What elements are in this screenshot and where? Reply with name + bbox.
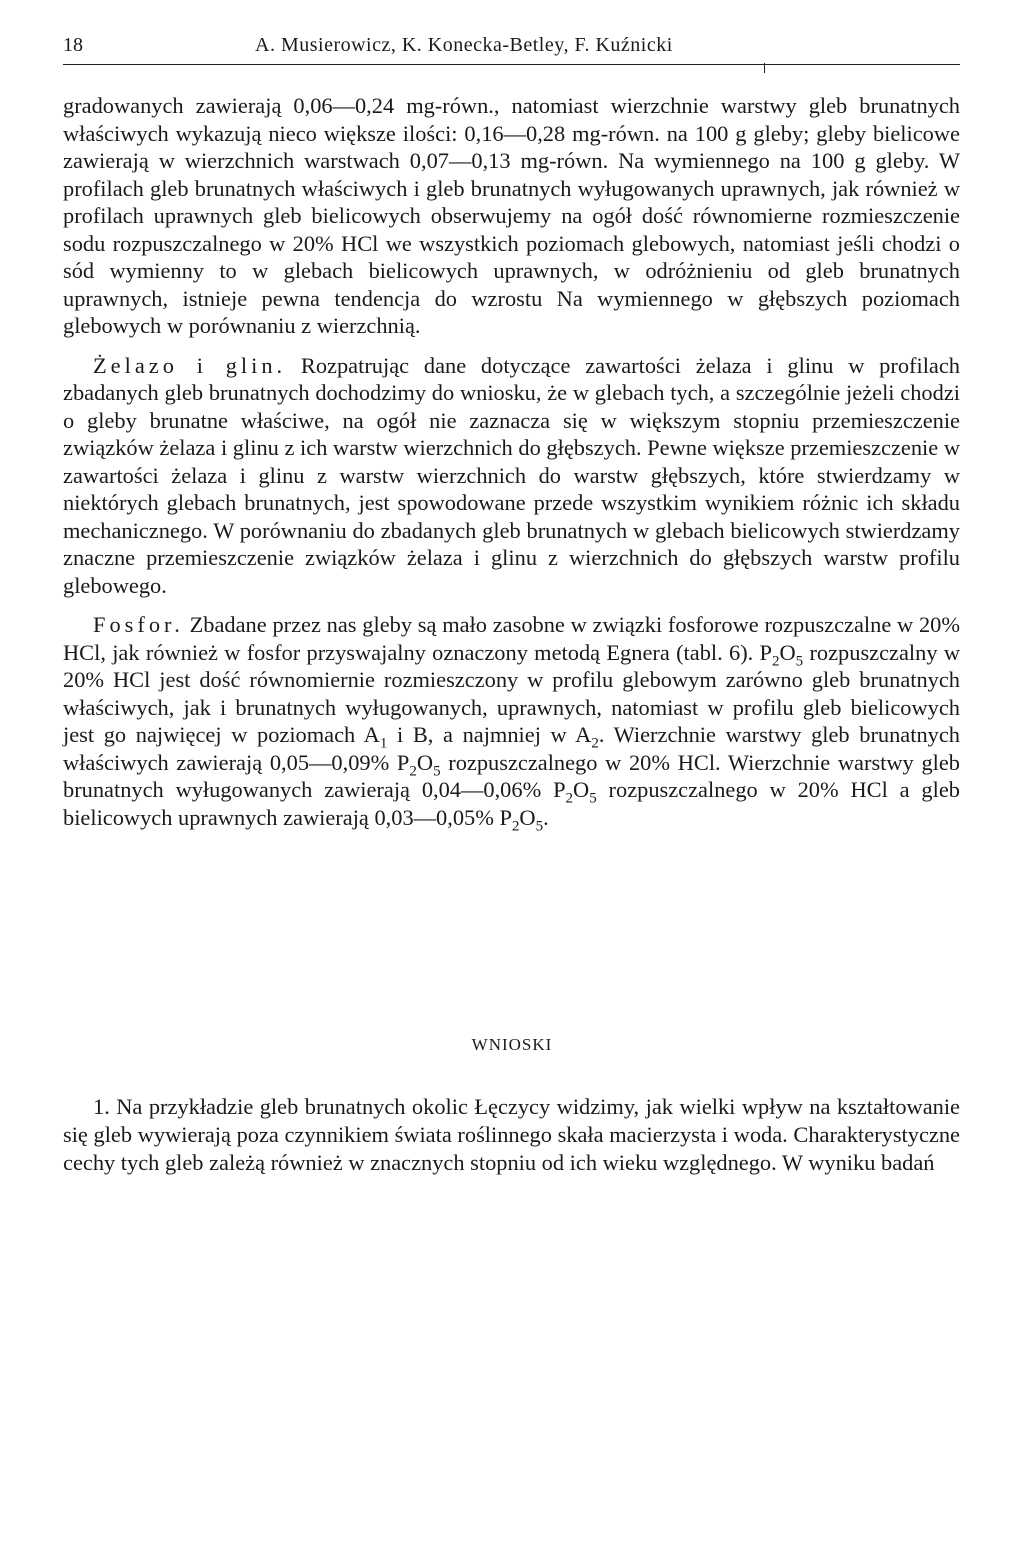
section-heading-phosphorus: Fosfor. bbox=[93, 612, 184, 637]
phosphorus-text-2: O bbox=[779, 639, 796, 665]
subscript: 2 bbox=[409, 762, 417, 779]
subscript: 2 bbox=[591, 735, 599, 752]
subscript: 5 bbox=[795, 652, 804, 669]
section-heading-iron-aluminium: Żelazo i glin. bbox=[93, 352, 287, 378]
page-header bbox=[63, 30, 960, 65]
page-number: 18 bbox=[63, 34, 83, 56]
phosphorus-text-3: rozpuszczalny w 20% HCl jest dość równomiernie rozmieszczony w profilu glebowym zarówno gleb brunatnych właściwych, jak i brunatnych wyługowanych, uprawnych, natomiast w profilu gleb bielicowych jest go najwięcej w poziomach A bbox=[63, 639, 960, 747]
running-head: A. Musierowicz, K. Konecka-Betley, F. Kuźnicki bbox=[255, 34, 673, 56]
subscript: 2 bbox=[565, 790, 574, 807]
subscript: 5 bbox=[433, 762, 441, 779]
phosphorus-text-8: O bbox=[573, 777, 590, 802]
subscript: 5 bbox=[589, 790, 597, 807]
phosphorus-text-11: . bbox=[543, 804, 549, 830]
section-title-conclusions: WNIOSKI bbox=[471, 1035, 553, 1054]
subscript: 2 bbox=[772, 652, 780, 669]
phosphorus-text-6: O bbox=[416, 749, 434, 775]
paragraph-iron-aluminium bbox=[63, 352, 960, 600]
body-text bbox=[63, 92, 960, 834]
subscript: 5 bbox=[535, 817, 544, 834]
phosphorus-text-9: rozpuszczalnego w 20% HCl a gleb bielicowych uprawnych zawierają 0,03—0,05% P bbox=[63, 777, 960, 830]
conclusions-text bbox=[63, 1093, 960, 1177]
phosphorus-text-1: Zbadane przez nas gleby są mało zasobne w związki fosforowe rozpuszczalne w 20% HCl, jak również w fosfor przyswajalny oznaczony metodą Egnera (tabl. 6). P bbox=[63, 612, 960, 665]
header-rule-mark bbox=[764, 63, 960, 69]
paragraph-sodium-continued: gradowanych zawierają 0,06—0,24 mg-równ., natomiast wierzchnie warstwy gleb brunatnych właściwych wykazują nieco większe ilości: 0,16—0,28 mg-równ. na 100 g gleby; gleby bielicowe zawierają w wierzchnich warstwach 0,07—0,13 mg-równ. Na wymiennego na 100 g gleby. W profilach gleb brunatnych właściwych i gleb brunatnych wyługowanych uprawnych, jak również w profilach uprawnych gleb bielicowych obserwujemy na ogół dość równomierne rozmieszczenie sodu rozpuszczalnego w 20% HCl we wszystkich poziomach glebowych, natomiast jeśli chodzi o sód wymienny to w glebach bielicowych uprawnych, w odróżnieniu od gleb brunatnych uprawnych, istnieje pewna tendencja do wzrostu Na wymiennego w głębszych poziomach glebowych w porównaniu z wierzchnią. bbox=[63, 93, 960, 338]
subscript: 2 bbox=[511, 817, 520, 834]
phosphorus-text-4: i B, a najmniej w A bbox=[387, 722, 592, 747]
phosphorus-text-7: rozpuszczalnego w 20% HCl. Wierzchnie warstwy gleb brunatnych wyługowanych zawierają 0,04—0,06% P bbox=[63, 749, 960, 802]
phosphorus-text-5: . Wierzchnie warstwy gleb brunatnych właściwych zawierają 0,05—0,09% P bbox=[63, 722, 960, 775]
phosphorus-text-10: O bbox=[519, 804, 536, 830]
paragraph-phosphorus bbox=[63, 611, 960, 834]
paragraph-iron-aluminium-text: Rozpatrując dane dotyczące zawartości żelaza i glinu w profilach zbadanych gleb brunatnych dochodzimy do wniosku, że w glebach tych, a szczególnie jeżeli chodzi o gleby brunatne właściwe, na ogół nie zaznacza się w większym stopniu przemieszczenie związków żelaza i glinu z ich warstw wierzchnich do głębszych. Pewne większe przemieszczenie w zawartości żelaza i glinu z warstw wierzchnich do warstw głębszych, które stwierdzamy w niektórych glebach brunatnych, jest spowodowane przede wszystkim wynikiem różnic ich składu mechanicznego. W porównaniu do zbadanych gleb brunatnych w glebach bielicowych stwierdzamy znaczne przemieszczenie związków żelaza i glinu z wierzchnich do głębszych warstw profilu glebowego. bbox=[63, 352, 960, 598]
conclusion-item-1: 1. Na przykładzie gleb brunatnych okolic Łęczycy widzimy, jak wielki wpływ na kształtowanie się gleb wywierają poza czynnikiem świata roślinnego skała macierzysta i woda. Charakterystyczne cechy tych gleb zależą również w znacznych stopniu od ich wieku względnego. W wyniku badań bbox=[63, 1094, 960, 1175]
subscript: 1 bbox=[379, 735, 388, 752]
